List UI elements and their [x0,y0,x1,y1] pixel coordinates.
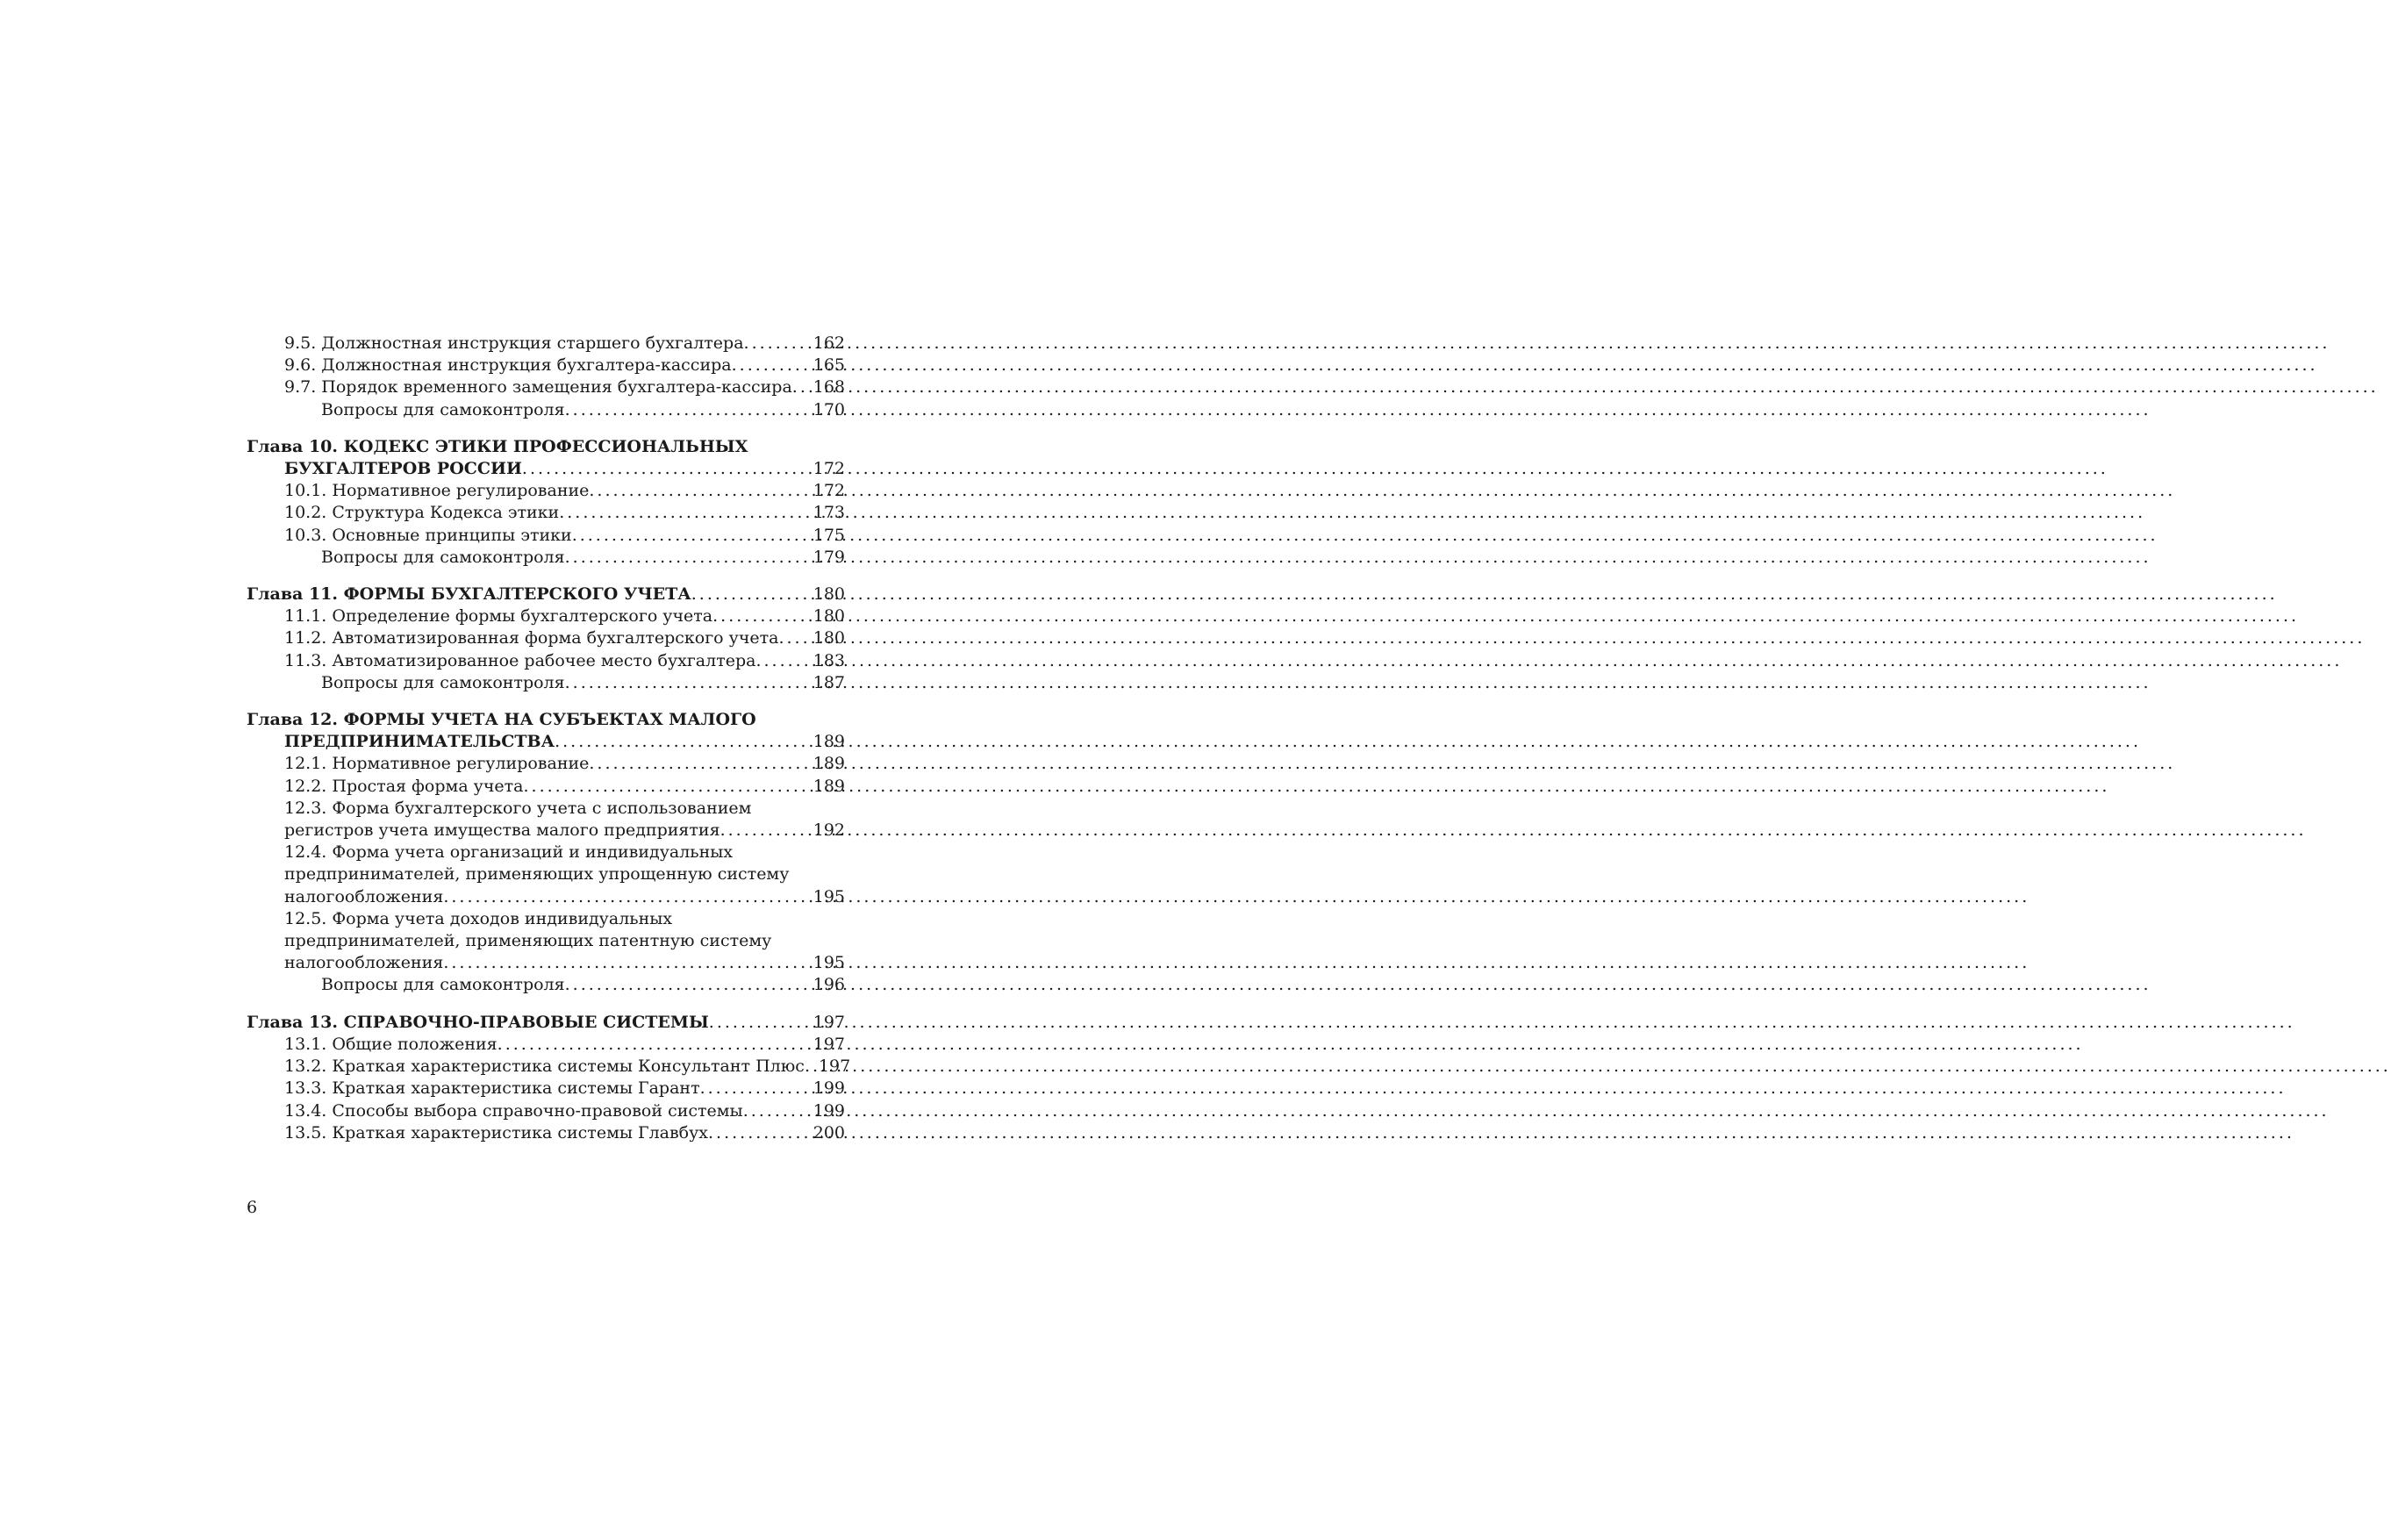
toc-entry-9-7[interactable] [247,376,845,398]
toc-entry-10-3[interactable] [247,525,845,547]
toc-page-number: 195 [813,886,845,906]
toc-entry-10-1[interactable] [247,480,845,502]
toc-chapter-11[interactable] [247,584,845,605]
dot-leader [712,605,812,627]
dot-leader [691,584,812,605]
toc-page-number: 172 [813,459,845,479]
toc-page-number: 170 [813,399,845,419]
toc-page-number: 199 [813,1078,845,1099]
dot-leader [565,974,812,996]
toc-entry-questions-10[interactable] [247,547,845,569]
dot-leader [709,1012,812,1034]
dot-leader [755,650,811,672]
spacer [247,694,845,709]
toc-page-number: 165 [813,355,845,376]
toc-entry-title: 9.6. Должностная инструкция бухгалтера-кассира [284,355,732,376]
toc-page-number: 162 [813,333,845,353]
toc-entry-title: налогообложения [284,953,444,973]
toc-page-number: 168 [813,377,845,398]
toc-entry-title: 13.4. Способы выбора справочно-правовой системы [284,1100,743,1121]
chapter-title: Глава 12. ФОРМЫ УЧЕТА НА СУБЪЕКТАХ МАЛОГО [247,710,756,730]
toc-page-number: 189 [813,754,845,774]
page-number: 6 [247,1198,258,1217]
toc-chapter-10[interactable] [247,458,845,480]
toc-entry-11-3[interactable] [247,650,845,672]
toc-entry-12-4-line2[interactable] [247,863,845,885]
toc-entry-11-1[interactable] [247,605,845,627]
toc-entry-title: Вопросы для самоконтроля [321,399,565,419]
toc-page-number: 197 [813,1034,845,1054]
toc-page-number: 173 [813,503,845,523]
toc-page-number: 179 [813,547,845,567]
dot-leader [522,458,812,480]
toc-page-number: 189 [813,776,845,796]
toc-chapter-12-line1[interactable] [247,709,845,731]
toc-chapter-10-line1[interactable] [247,436,845,458]
toc-entry-title: 10.1. Нормативное регулирование [284,481,590,501]
toc-entry-13-1[interactable] [247,1034,845,1056]
dot-leader [792,376,812,398]
dot-leader [732,355,812,376]
dot-leader [700,1078,812,1099]
toc-entry-title: 12.5. Форма учета доходов индивидуальных [284,908,673,928]
dot-leader [555,731,812,753]
toc-entry-12-3[interactable] [247,820,845,842]
dot-leader [565,547,812,569]
toc-entry-title: 11.2. Автоматизированная форма бухгалтерского учета [284,628,779,648]
toc-page-number: 199 [813,1100,845,1121]
dot-leader [524,776,812,798]
toc-entry-12-3-line1[interactable] [247,798,845,820]
dot-leader [744,333,812,355]
toc-page-number: 180 [813,606,845,627]
chapter-title: БУХГАЛТЕРОВ РОССИИ [284,459,522,479]
toc-page-number: 197 [813,1012,845,1032]
toc-entry-questions-11[interactable] [247,672,845,694]
toc-chapter-12[interactable] [247,731,845,753]
toc-entry-questions-12[interactable] [247,974,845,996]
dot-leader [589,753,811,775]
toc-entry-9-5[interactable] [247,333,845,355]
toc-entry-13-5[interactable] [247,1122,845,1144]
toc-entry-9-6[interactable] [247,355,845,376]
toc-entry-title: 11.1. Определение формы бухгалтерского учета [284,606,713,627]
toc-entry-12-4-line1[interactable] [247,842,845,863]
toc-page-number: 195 [813,953,845,973]
chapter-title: Глава 13. СПРАВОЧНО-ПРАВОВЫЕ СИСТЕМЫ [247,1012,709,1032]
toc-page-number: 197 [818,1057,851,1077]
toc-entry-13-2[interactable] [247,1056,851,1078]
toc-entry-title: 13.5. Краткая характеристика системы Главбух [284,1122,709,1142]
toc-page-number: 192 [813,820,845,841]
toc-entry-title: 9.5. Должностная инструкция старшего бухгалтера [284,333,744,353]
toc-entry-title: 13.1. Общие положения [284,1034,498,1054]
toc-page-number: 175 [813,525,845,545]
dot-leader [708,1122,812,1144]
toc-page-number: 200 [813,1122,845,1142]
spacer [247,569,845,584]
dot-leader [498,1034,812,1056]
toc-chapter-13[interactable] [247,1012,845,1034]
dot-leader [443,886,811,908]
toc-entry-title: 13.2. Краткая характеристика системы Консультант Плюс [284,1057,805,1077]
dot-leader [565,399,812,421]
toc-entry-12-5-line1[interactable] [247,908,845,930]
toc-entry-12-1[interactable] [247,753,845,775]
dot-leader [559,502,812,524]
dot-leader [443,952,811,974]
toc-page-number: 180 [813,628,845,648]
dot-leader [778,627,811,649]
toc-entry-title: 10.2. Структура Кодекса этики [284,503,560,523]
toc-entry-title: 13.3. Краткая характеристика системы Гарант [284,1078,700,1099]
toc-entry-13-4[interactable] [247,1100,845,1122]
toc-entry-title: 9.7. Порядок временного замещения бухгалтера-кассира [284,377,792,398]
toc-page-number: 183 [813,650,845,670]
toc-page-number: 187 [813,672,845,692]
toc-entry-12-2[interactable] [247,776,845,798]
chapter-title: Глава 11. ФОРМЫ БУХГАЛТЕРСКОГО УЧЕТА [247,584,691,605]
toc-entry-title: 12.2. Простая форма учета [284,776,524,796]
toc-entry-title: Вопросы для самоконтроля [321,975,565,995]
toc-entry-title: предпринимателей, применяющих патентную систему [284,931,772,951]
toc-entry-13-3[interactable] [247,1078,845,1099]
toc-entry-questions-9[interactable] [247,399,845,421]
toc-entry-title: Вопросы для самоконтроля [321,547,565,567]
toc-entry-12-5-line2[interactable] [247,930,845,952]
dot-leader [565,672,812,694]
toc-entry-title: 12.4. Форма учета организаций и индивидуальных [284,842,734,863]
toc-page-number: 172 [813,481,845,501]
toc-entry-12-5[interactable] [247,952,845,974]
toc-entry-10-2[interactable] [247,502,845,524]
spacer [247,997,845,1012]
table-of-contents [247,333,851,1144]
toc-entry-title: Вопросы для самоконтроля [321,672,565,692]
toc-entry-title: налогообложения [284,886,444,906]
toc-entry-title: предпринимателей, применяющих упрощенную систему [284,864,790,885]
spacer [247,421,845,436]
toc-entry-title: 12.3. Форма бухгалтерского учета с использованием [284,798,752,818]
toc-entry-12-4[interactable] [247,886,845,908]
dot-leader [743,1100,812,1122]
toc-page-number: 180 [813,584,845,605]
toc-page-number: 196 [813,975,845,995]
toc-entry-title: регистров учета имущества малого предприятия [284,820,720,841]
chapter-title: ПРЕДПРИНИМАТЕЛЬСТВА [284,732,555,752]
dot-leader [805,1056,817,1078]
dot-leader [720,820,812,842]
toc-entry-11-2[interactable] [247,627,845,649]
dot-leader [572,525,812,547]
toc-entry-title: 10.3. Основные принципы этики [284,525,572,545]
chapter-title: Глава 10. КОДЕКС ЭТИКИ ПРОФЕССИОНАЛЬНЫХ [247,436,748,456]
toc-page-number: 189 [813,732,845,752]
toc-entry-title: 11.3. Автоматизированное рабочее место бухгалтера [284,650,756,670]
toc-entry-title: 12.1. Нормативное регулирование [284,754,590,774]
dot-leader [589,480,811,502]
